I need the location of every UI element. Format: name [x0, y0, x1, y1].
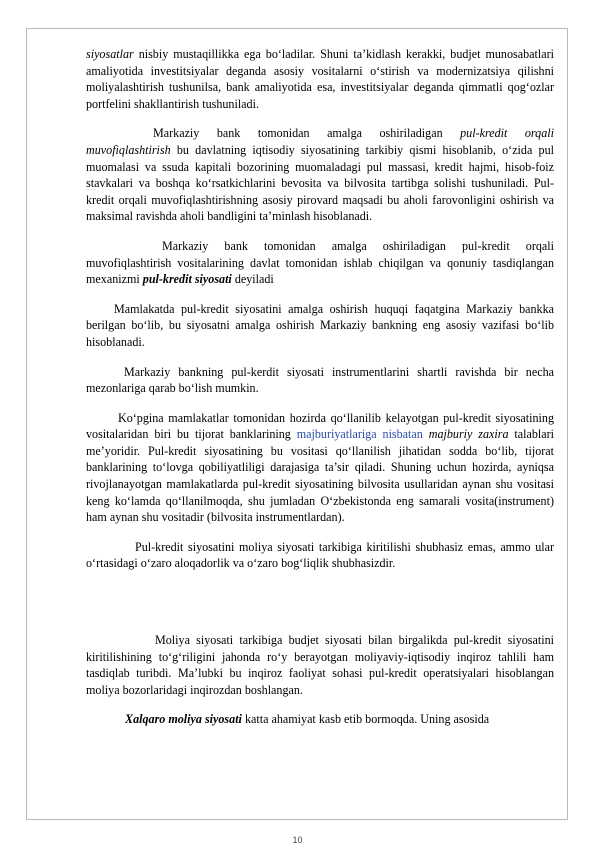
italic-term: pul-kredit orqali muvofiqlashtirish	[86, 126, 554, 157]
italic-term: siyosatlar	[86, 47, 134, 61]
bold-italic-term: pul-kredit siyosati	[142, 272, 232, 287]
bold-italic-term: Xalqaro moliya siyosati	[125, 712, 242, 727]
paragraph-1: siyosatlar nisbiy mustaqillikka ega bo‘ladilar. Shuni ta’kidlash kerakki, budjet munosabatlari amaliyotida investitsiyalar deganda asosiy vositalarni o‘stirish va modernizatsiya qilishni moliyalashtirish tushunilsa, bank amaliyotida esa, investitsiyalar deganda qimmatli qog‘ozlar portfelini shakllantirish tushuniladi.	[86, 47, 554, 111]
highlighted-term-link[interactable]: majburiyatlariga nisbatan	[296, 427, 423, 442]
paragraph-2: Markaziy bank tomonidan amalga oshiriladigan pul-kredit orqali muvofiqlashtirish bu davlatning iqtisodiy siyosatining tarkibiy qismi hisoblanib, o‘zida pul muomalasi va ssuda kapitali bozorining muomaladagi pul massasi, kredit hajmi, hisob-foiz stavkalari va boshqa ko‘rsatkichlarini bevosita va bilvosita tartibga solishi tushuniladi. Pul-kredit orqali muvofiqlashtirishning asosiy pirovard maqsadi bu aholi farovonligini oshirish va maksimal ravishda aholi bandligini ta’minlash hisoblanadi.	[86, 126, 554, 224]
paragraph-3: Markaziy bank tomonidan amalga oshiriladigan pul-kredit orqali muvofiqlashtirish vositalarining davlat tomonidan ishlab chiqilgan va qonuniy tasdiqlangan mexanizmi pul-kredit siyosati deyiladi	[86, 238, 554, 287]
page-number: 10	[292, 835, 303, 845]
document-body	[86, 46, 554, 728]
paragraph-7: Pul-kredit siyosatini moliya siyosati tarkibiga kiritilishi shubhasiz emas, ammo ular o‘rtasidagi o‘zaro aloqadorlik va o‘zaro bog‘liqlik shubhasizdir.	[86, 539, 554, 571]
paragraph-5: Markaziy bankning pul-kerdit siyosati instrumentlarini shartli ravishda bir necha mezonlariga qarab bo‘lish mumkin.	[86, 364, 554, 396]
paragraph-6: Ko‘pgina mamlakatlar tomonidan hozirda qo‘llanilib kelayotgan pul-kredit siyosatining vositalaridan biri bu tijorat banklarining majburiyatlariga nisbatan majburiy zaxira talablari me’yoridir. Pul-kredit siyosatining bu vositasi qo‘llanilish jihatidan sodda bo‘lib, tijorat banklarining to‘lovga qobiliyatliligi darajasiga ta’sir qiladi. Shuning uchun hozirda, ayniqsa rivojlanayotgan mamlakatlarda pul-kredit siyosatining bilvosita usullaridan aynan shu vositasi keng ko‘lamda qo‘llanilmoqda, shu jumladan O‘zbekistonda eng samarali vosita(instrument) ham aynan shu vositadir (bilvosita instrumentlardan).	[86, 410, 554, 525]
paragraph-4: Mamlakatda pul-kredit siyosatini amalga oshirish huquqi faqatgina Markaziy bankka berilgan bo‘lib, bu siyosatni amalga oshirish Markaziy bankning eng asosiy vazifasi bo‘lib hisoblanadi.	[86, 301, 554, 349]
paragraph-9: Xalqaro moliya siyosati katta ahamiyat kasb etib bormoqda. Uning asosida	[125, 712, 490, 727]
paragraph-8: Moliya siyosati tarkibiga budjet siyosati bilan birgalikda pul-kredit siyosatini kiritilishining to‘g‘riligini jahonda ro‘y berayotgan moliyaviy-iqtisodiy inqiroz tahlili ham tasdiqlab turibdi. Ma’lubki bu inqiroz faoliyat sohasi pul-kredit operatsiyalari hisoblangan moliya bozorlaridagi inqirozdan boshlangan.	[86, 633, 554, 697]
italic-term: majburiy zaxira	[428, 427, 509, 442]
